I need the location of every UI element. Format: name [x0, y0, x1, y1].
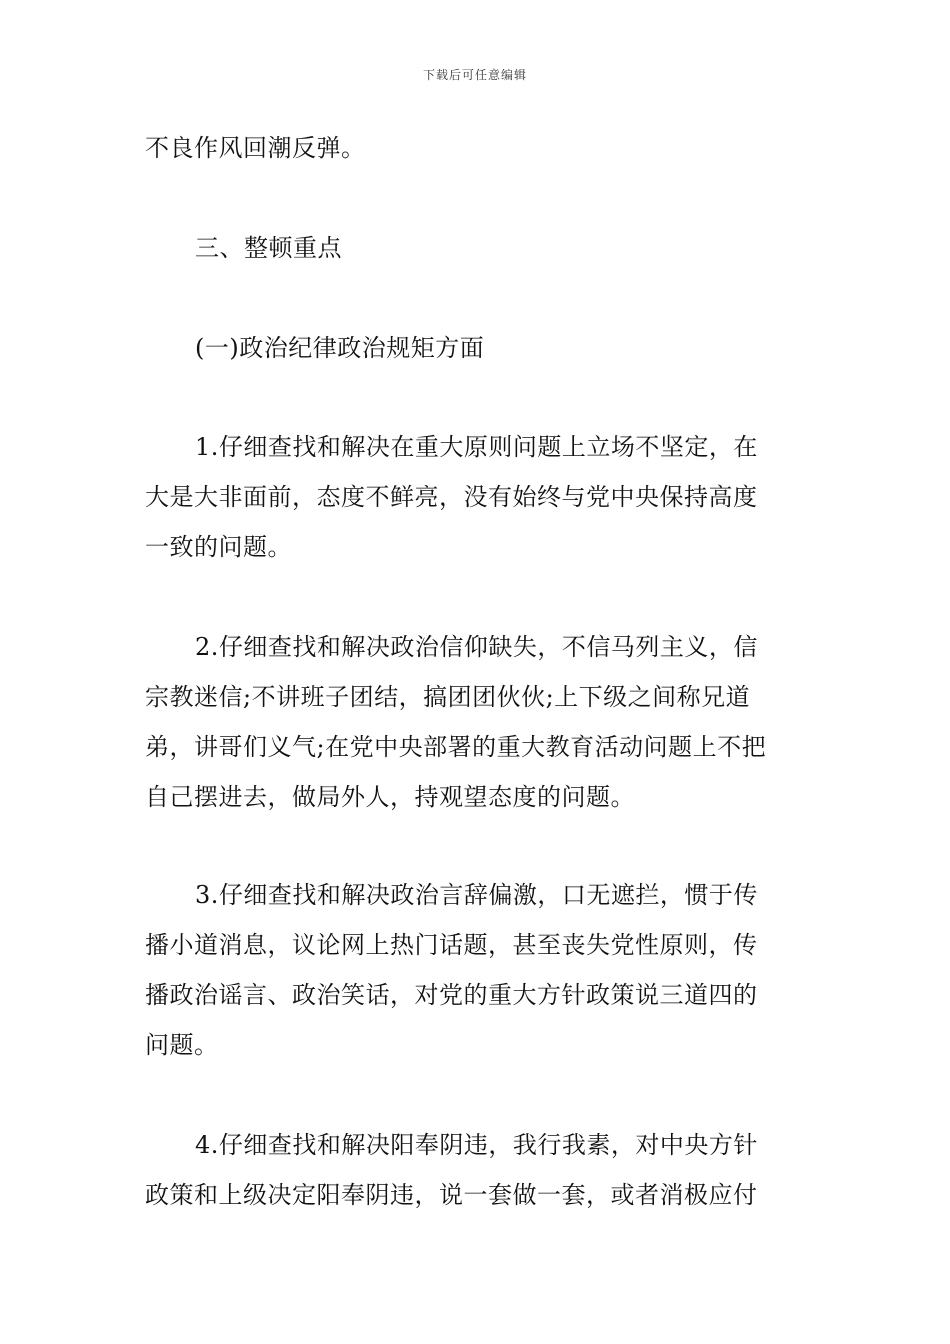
item-2-line-2: 宗教迷信;不讲班子团结，搞团团伙伙;上下级之间称兄道	[145, 683, 751, 711]
item-3-line-1: 3.仔细查找和解决政治言辞偏激，口无遮拦，惯于传	[195, 881, 758, 909]
item-3-line-2: 播小道消息，议论网上热门话题，甚至丧失党性原则，传	[145, 931, 758, 959]
item-3-line-3: 播政治谣言、政治笑话，对党的重大方针政策说三道四的	[145, 981, 758, 1009]
item-4-line-2: 政策和上级决定阳奉阴违，说一套做一套，或者消极应付	[145, 1181, 758, 1209]
item-1-line-2: 大是大非面前，态度不鲜亮，没有始终与党中央保持高度	[145, 483, 758, 511]
item-2-line-3: 弟，讲哥们义气;在党中央部署的重大教育活动问题上不把	[145, 733, 767, 761]
item-1-line-3: 一致的问题。	[145, 533, 292, 561]
item-4-line-1: 4.仔细查找和解决阳奉阴违，我行我素，对中央方针	[195, 1131, 758, 1159]
item-2-line-4: 自己摆进去，做局外人，持观望态度的问题。	[145, 783, 635, 811]
item-1-line-1: 1.仔细查找和解决在重大原则问题上立场不坚定，在	[195, 433, 758, 461]
page-header: 下载后可任意编辑	[422, 68, 527, 82]
text-line-continuation: 不良作风回潮反弹。	[145, 134, 366, 162]
item-2-line-1: 2.仔细查找和解决政治信仰缺失，不信马列主义，信	[195, 633, 758, 661]
section-heading: 三、整顿重点	[195, 234, 342, 262]
subsection-heading: (一)政治纪律政治规矩方面	[195, 334, 485, 362]
item-3-line-4: 问题。	[145, 1031, 219, 1059]
